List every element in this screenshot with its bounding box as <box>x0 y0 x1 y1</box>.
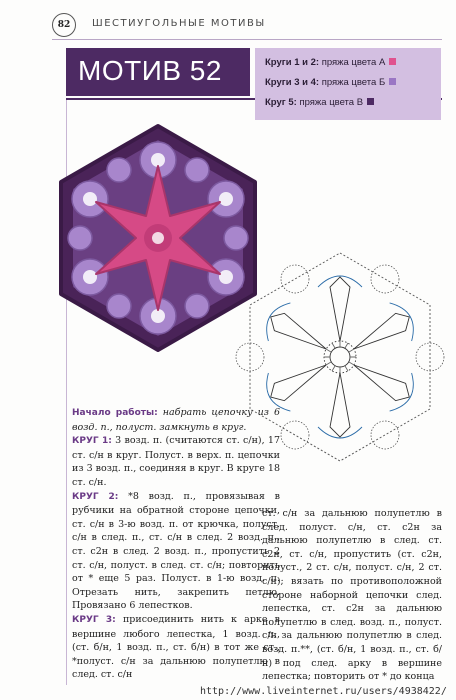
round-3-paragraph: КРУГ 3: присоединить нить к арке в вершине любого лепестка, 1 возд. п., (ст. б/н, 1 возд. п., ст. б/н) в тот же ст., *полуст. с/н за дальнюю полупетлю в след. ст. с/н <box>72 613 280 681</box>
instructions-right-column <box>262 507 442 684</box>
yarn-legend <box>255 48 441 120</box>
title-band <box>66 48 250 96</box>
round-2-paragraph: КРУГ 2: *8 возд. п., провязывая в рубчики на обратной стороне цепочки, ст. с/н в 3-ю возд. п. от крючка, полуст. с/н в след. п., ст. с/н в след. 2 возд. п., ст. с2н в след. 2 возд. п., пропустить 2 ст. с/н, полуст. в след. ст. с/н; повторить от * еще 5 раз. Полуст. в 1-ю возд. п. Отрезать нить, закрепить петлю. Провязано 6 лепестков. <box>72 490 280 612</box>
round-3-continued-paragraph: ст. с/н за дальнюю полупетлю в след. полуст. с/н, ст. с2н за дальнюю полупетлю в след. ст. с2н, ст. с/н, пропустить (ст. с2н, полуст., 2 ст. с/н, полуст. с/н, 2 ст. с/н); вязать по противоположной стороне наборной цепочки след. лепестка, ст. с2н за дальнюю полупетлю в след. возд. п., полуст. с/н за дальнюю полупетлю в след. возд. п.**, (ст. б/н, 1 возд. п., ст. б/н) под след. арку в вершине лепестка; повторить от * до конца <box>262 508 442 683</box>
yarn-row-rounds-1-2: Круги 1 и 2: пряжа цвета А <box>265 57 396 68</box>
round-1-paragraph: КРУГ 1: 3 возд. п. (считаются ст. с/н), 17 ст. с/н в круг. Полуст. в верх. п. цепочки из 3 возд. п., соединяя в круг. В круге 18 ст. с/н. <box>72 435 281 488</box>
yarn-row-round-5: Круг 5: пряжа цвета В <box>265 97 374 108</box>
header-divider <box>52 39 442 40</box>
instructions-left-column <box>72 406 280 682</box>
watermark-url: http://www.liveinternet.ru/users/4938422/ <box>200 686 447 697</box>
color-a-swatch <box>389 58 396 65</box>
page-number: 82 <box>52 13 76 37</box>
color-b-swatch <box>389 78 396 85</box>
page-title: МОТИВ 52 <box>78 55 222 86</box>
start-paragraph: Начало работы: набрать цепочку из 6 возд. п., полуст. замкнуть в круг. <box>72 407 280 433</box>
running-head: ШЕСТИУГОЛЬНЫЕ МОТИВЫ <box>92 18 266 29</box>
yarn-row-rounds-3-4: Круги 3 и 4: пряжа цвета Б <box>265 77 396 88</box>
color-c-swatch <box>367 98 374 105</box>
